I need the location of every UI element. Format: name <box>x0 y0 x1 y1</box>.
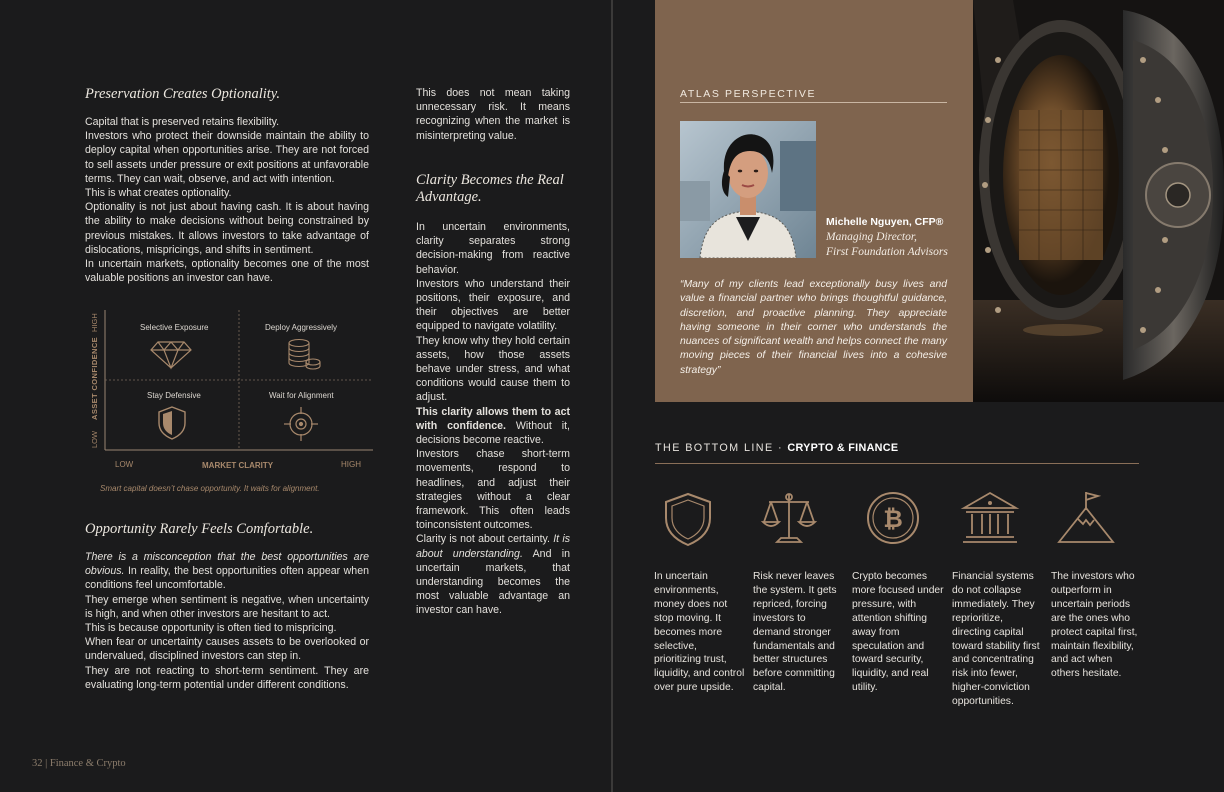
scales-icon <box>759 488 819 548</box>
right-page <box>613 0 1224 792</box>
quadrant-label-wait-for-alignment: Wait for Alignment <box>269 391 334 400</box>
crosshair-icon <box>284 407 318 441</box>
column2-intro: This does not mean taking unnecessary risk. It means recognizing when the market is misinterpreting value. <box>416 87 570 142</box>
mountain-flag-icon <box>1056 488 1116 548</box>
divider <box>655 463 1139 464</box>
x-axis-low-label: LOW <box>115 460 134 469</box>
person-title <box>826 230 948 259</box>
quadrant-label-stay-defensive: Stay Defensive <box>147 391 201 400</box>
coin-stack-icon <box>289 340 320 370</box>
paragraph: Investors chase short-term movements, respond to headlines, and adjust their strategies without a clear framework. This often leads toinconsistent outcomes. <box>416 448 570 532</box>
paragraph: In uncertain environments, clarity separates strong decision-making from reactive behavior. <box>416 221 570 276</box>
divider <box>680 102 947 103</box>
emphasis-bold: This clarity allows them to act with confidence. <box>416 405 570 432</box>
bottom-line-item-1: In uncertain environments, money does not stop moving. It becomes more selective, prioritizing trust, liquidity, and control over pure upside. <box>654 571 745 694</box>
panel-label: ATLAS PERSPECTIVE <box>680 88 817 100</box>
bottom-line-title <box>655 442 898 454</box>
bank-icon <box>960 488 1020 548</box>
paragraph: Optionality is not just about having cash. It is about having the ability to make decisions without being constrained by previous mistakes. It allows investors to take advantage of dislocations, mispricings, and shifts in sentiment. <box>85 201 369 256</box>
emphasis-italic: It is about understanding. <box>416 533 570 560</box>
title-line: Managing Director, <box>826 231 917 243</box>
paragraph: Investors who protect their downside maintain the ability to deploy capital when opportunities arise. They are not forced to sell assets under pressure or exit positions at unfavorable terms. They can wait, observe, and act with intention. <box>85 130 369 185</box>
paragraph: Capital that is preserved retains flexibility. <box>85 116 280 128</box>
pull-quote: “Many of my clients lead exceptionally busy lives and value a financial partner who brings thoughtful guidance, discretion, and proactive planning. They appreciate having someone in their corner who understands the nuances of significant wealth and helps connect the many moving pieces of their financial lives into a cohesive strategy” <box>680 279 947 376</box>
paragraph <box>416 532 570 617</box>
paragraph-start: Clarity is not about certainty. <box>416 533 554 546</box>
lead-italic: There is a misconception that the best opportunities are obvious. <box>85 551 369 578</box>
atlas-perspective-panel <box>655 0 973 402</box>
paragraph: They know why they hold certain assets, how those assets behave under stress, and what conditions would cause them to adjust. <box>416 334 570 404</box>
paragraph-rest: And in uncertain markets, that understanding becomes the most valuable advantage an investor can have. <box>416 547 571 617</box>
x-axis-title: MARKET CLARITY <box>202 461 274 470</box>
vault-door-image <box>973 0 1224 402</box>
paragraph-rest: Without it, decisions become reactive. <box>416 419 570 447</box>
paragraph: They are not reacting to short-term sentiment. They are evaluating long-term potential under different conditions. <box>85 664 369 691</box>
lead-rest: In reality, the best opportunities often appear when conditions feel uncomfortable. <box>85 565 369 592</box>
paragraph <box>416 405 570 448</box>
paragraph <box>85 550 369 593</box>
clarity-confidence-matrix <box>85 302 375 498</box>
title-line: First Foundation Advisors <box>826 245 948 258</box>
section-heading-opportunity: Opportunity Rarely Feels Comfortable. <box>85 521 314 537</box>
bottom-line-item-2: Risk never leaves the system. It gets repriced, forcing investors to demand stronger fundamentals and better structures before committing capital. <box>753 571 837 694</box>
bottom-line-item-5: The investors who outperform in uncertain periods are the ones who protect capital first, maintain flexibility, and act when others hesitate. <box>1051 571 1138 680</box>
paragraph: They emerge when sentiment is negative, when uncertainty is high, and when other investors are hesitant to act. <box>85 593 369 620</box>
section-heading-preservation: Preservation Creates Optionality. <box>85 86 281 102</box>
section-heading-clarity: Clarity Becomes the Real Advantage. <box>416 172 564 205</box>
svg-text:₿: ₿ <box>883 505 903 533</box>
bottom-line-item-3: Crypto becomes more focused under pressure, with attention shifting away from speculation and toward security, liquidity, and real utility. <box>852 571 944 694</box>
title-emphasis: CRYPTO & FINANCE <box>787 442 899 454</box>
quadrant-label-selective-exposure: Selective Exposure <box>140 323 209 332</box>
paragraph: This is what creates optionality. <box>85 187 232 200</box>
y-axis-low-label: LOW <box>90 430 99 448</box>
paragraph: Investors who understand their positions, their exposure, and their objectives are better equipped to navigate volatility. <box>416 277 570 333</box>
bitcoin-icon <box>863 488 923 548</box>
title-prefix: THE BOTTOM LINE · <box>655 442 788 454</box>
paragraph: When fear or uncertainty causes assets to be overlooked or undervalued, disciplined investors can step in. <box>85 636 369 663</box>
section-body-opportunity <box>85 550 369 692</box>
x-axis-high-label: HIGH <box>341 460 361 469</box>
paragraph: In uncertain markets, optionality becomes one of the most valuable positions an investor can have. <box>85 258 369 285</box>
y-axis-high-label: HIGH <box>90 313 99 332</box>
matrix-caption: Smart capital doesn’t chase opportunity. It waits for alignment. <box>100 484 320 493</box>
shield-icon <box>159 407 185 439</box>
paragraph: This is because opportunity is often tied to mispricing. <box>85 622 337 635</box>
bottom-line-item-4: Financial systems do not collapse immediately. They reprioritize, directing capital toward stability first and concentrating risk into fewer, higher-conviction opportunities. <box>952 571 1040 708</box>
section-body-clarity <box>416 220 570 618</box>
quadrant-label-deploy-aggressively: Deploy Aggressively <box>265 323 338 332</box>
y-axis-title: ASSET CONFIDENCE <box>90 336 99 420</box>
page-footer: 32 | Finance & Crypto <box>32 758 126 769</box>
portrait-photo <box>680 121 816 258</box>
section-body-preservation <box>85 115 369 285</box>
shield-icon <box>658 488 718 548</box>
person-name: Michelle Nguyen, CFP® <box>826 216 944 228</box>
diamond-icon <box>151 342 191 368</box>
